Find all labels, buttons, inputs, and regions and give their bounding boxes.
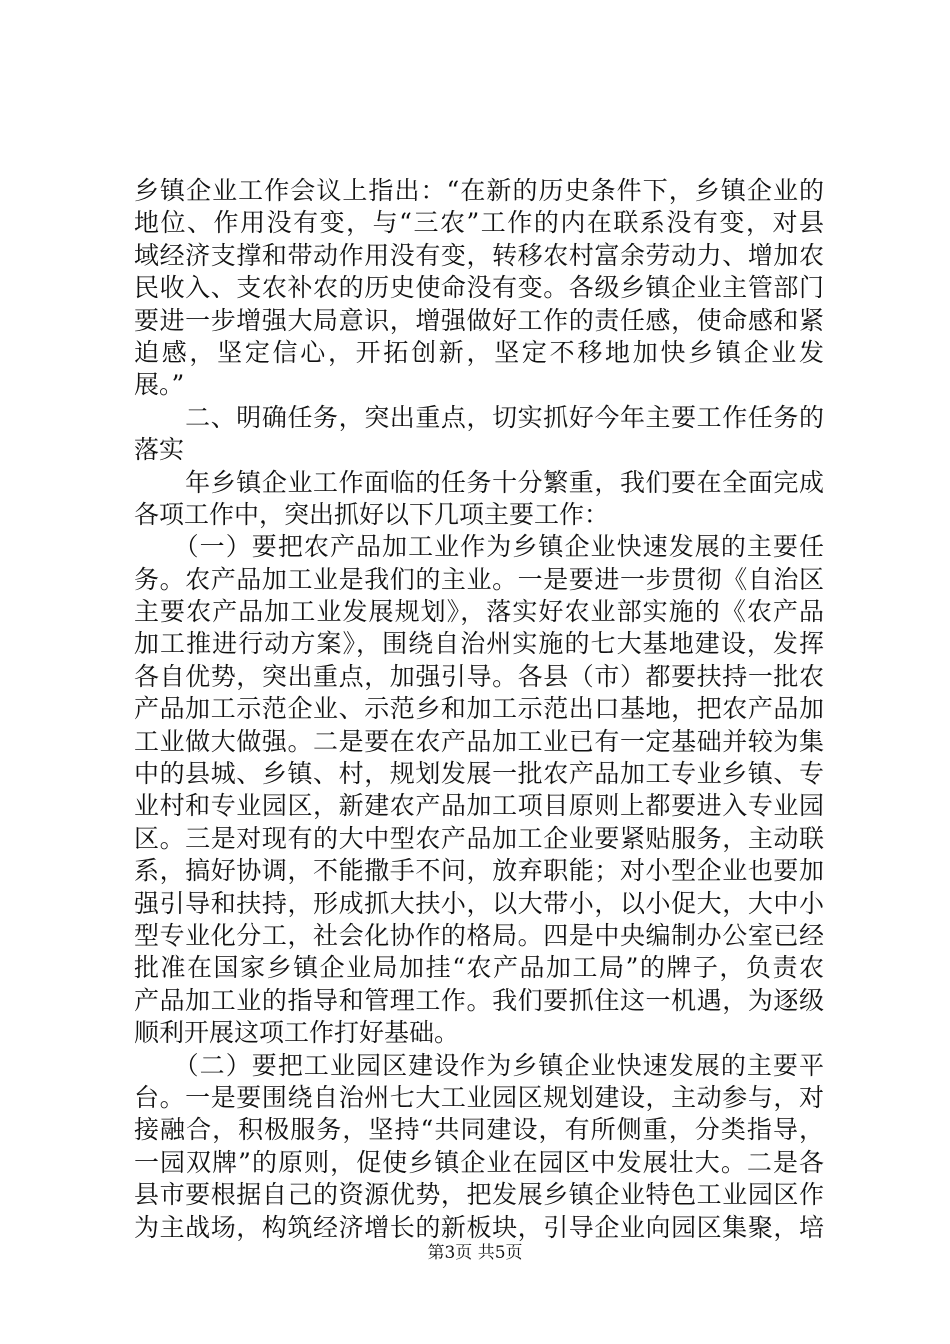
text-line: 中的县城、乡镇、村，规划发展一批农产品加工专业乡镇、专 xyxy=(134,759,824,789)
text-line: 接融合，积极服务，坚持“共同建设，有所侧重，分类指导， xyxy=(134,1115,824,1145)
text-line: 二、明确任务，突出重点，切实抓好今年主要工作任务的 xyxy=(134,402,824,432)
text-line: 各项工作中，突出抓好以下几项主要工作： xyxy=(134,499,610,529)
text-line: 批准在国家乡镇企业局加挂“农产品加工局”的牌子，负责农 xyxy=(134,953,824,983)
text-line: 顺利开展这项工作打好基础。 xyxy=(134,1018,460,1048)
text-line: 一园双牌”的原则，促使乡镇企业在园区中发展壮大。二是各 xyxy=(134,1147,824,1177)
body-text xyxy=(134,175,824,1244)
text-line: 区。三是对现有的大中型农产品加工企业要紧贴服务，主动联 xyxy=(134,823,824,853)
text-line: 各自优势，突出重点，加强引导。各县（市）都要扶持一批农 xyxy=(134,661,824,691)
text-line: 要进一步增强大局意识，增强做好工作的责任感，使命感和紧 xyxy=(134,305,824,335)
text-line: 县市要根据自己的资源优势，把发展乡镇企业特色工业园区作 xyxy=(134,1180,824,1210)
text-line: 产品加工业的指导和管理工作。我们要抓住这一机遇，为逐级 xyxy=(134,985,824,1015)
text-line: 乡镇企业工作会议上指出：“在新的历史条件下，乡镇企业的 xyxy=(134,176,824,205)
page-footer: 第3页 共5页 xyxy=(427,1243,523,1263)
text-line: 为主战场，构筑经济增长的新板块，引导企业向园区集聚，培 xyxy=(134,1212,824,1242)
text-line: 加工推进行动方案》，围绕自治州实施的七大基地建设，发挥 xyxy=(134,629,824,659)
text-line: 展。” xyxy=(134,370,185,400)
text-line: 工业做大做强。二是要在农产品加工业已有一定基础并较为集 xyxy=(134,726,824,756)
text-line: 迫感，坚定信心，开拓创新，坚定不移地加快乡镇企业发 xyxy=(134,337,824,367)
text-line: 强引导和扶持，形成抓大扶小，以大带小，以小促大，大中小 xyxy=(134,888,824,918)
text-line: （二）要把工业园区建设作为乡镇企业快速发展的主要平 xyxy=(134,1050,824,1080)
text-line: 域经济支撑和带动作用没有变，转移农村富余劳动力、增加农 xyxy=(134,240,824,270)
text-line: 落实 xyxy=(134,435,185,465)
text-line: 产品加工示范企业、示范乡和加工示范出口基地，把农产品加 xyxy=(134,694,824,724)
text-line: （一）要把农产品加工业作为乡镇企业快速发展的主要任 xyxy=(134,532,824,562)
text-line: 型专业化分工，社会化协作的格局。四是中央编制办公室已经 xyxy=(134,920,824,950)
text-line: 业村和专业园区，新建农产品加工项目原则上都要进入专业园 xyxy=(134,791,824,821)
text-line: 系，搞好协调，不能撒手不问，放弃职能；对小型企业也要加 xyxy=(134,856,824,886)
text-line: 年乡镇企业工作面临的任务十分繁重，我们要在全面完成 xyxy=(134,467,824,497)
text-line: 务。农产品加工业是我们的主业。一是要进一步贯彻《自治区 xyxy=(134,564,824,594)
text-line: 地位、作用没有变，与“三农”工作的内在联系没有变，对县 xyxy=(134,208,824,238)
text-line: 民收入、支农补农的历史使命没有变。各级乡镇企业主管部门 xyxy=(134,273,824,303)
text-line: 台。一是要围绕自治州七大工业园区规划建设，主动参与，对 xyxy=(134,1082,824,1112)
text-line: 主要农产品加工业发展规划》，落实好农业部实施的《农产品 xyxy=(134,597,824,627)
